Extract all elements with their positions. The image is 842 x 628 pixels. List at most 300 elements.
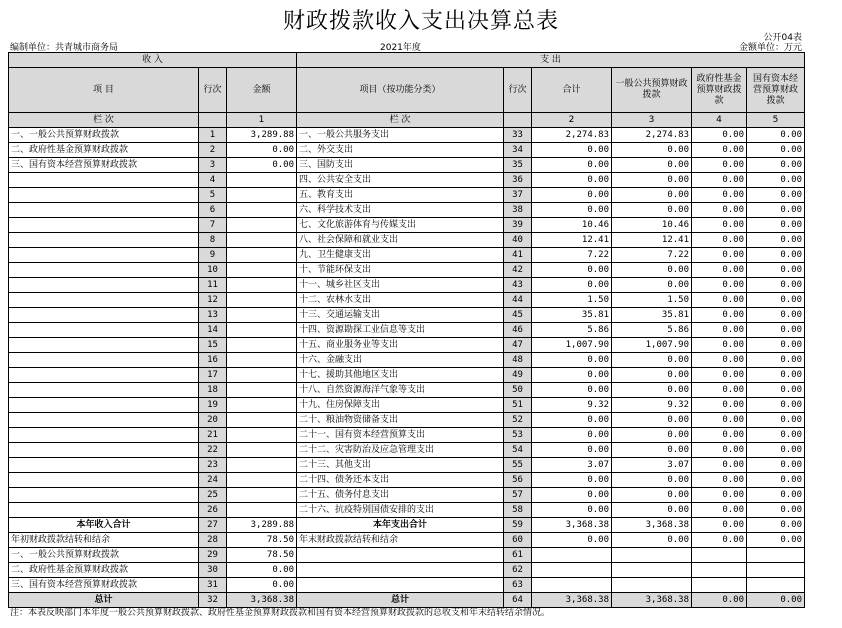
expense-general-cell: 0.00 bbox=[612, 263, 692, 278]
blank-cell bbox=[747, 563, 805, 578]
expense-gov-fund-cell: 0.00 bbox=[692, 278, 747, 293]
expense-general-cell: 2,274.83 bbox=[612, 128, 692, 143]
expense-general-cell: 0.00 bbox=[612, 278, 692, 293]
blank-row-no: 63 bbox=[504, 578, 532, 593]
expense-state-capital-cell: 0.00 bbox=[747, 383, 805, 398]
income-amount-cell bbox=[227, 368, 297, 383]
grand-expense-label: 总计 bbox=[297, 593, 504, 608]
income-row-no: 9 bbox=[199, 248, 227, 263]
expense-row-no: 47 bbox=[504, 338, 532, 353]
income-row-no: 19 bbox=[199, 398, 227, 413]
expense-row-no: 42 bbox=[504, 263, 532, 278]
carry-row bbox=[9, 548, 805, 563]
expense-row-no: 43 bbox=[504, 278, 532, 293]
footnote: 注：本表反映部门本年度一般公共预算财政拨款、政府性基金预算财政拨款和国有资本经营预算财政拨款的总收支和年末结转结余情况。 bbox=[10, 608, 551, 618]
expense-row-no: 37 bbox=[504, 188, 532, 203]
expense-general-cell: 35.81 bbox=[612, 308, 692, 323]
income-row-no: 2 bbox=[199, 143, 227, 158]
table-row bbox=[9, 128, 805, 143]
income-item-cell bbox=[9, 443, 199, 458]
income-item-cell bbox=[9, 368, 199, 383]
expense-total-cell: 35.81 bbox=[532, 308, 612, 323]
expense-general-cell: 1.50 bbox=[612, 293, 692, 308]
expense-total-cell: 0.00 bbox=[532, 263, 612, 278]
expense-general-cell: 0.00 bbox=[612, 473, 692, 488]
expense-total-cell: 0.00 bbox=[532, 503, 612, 518]
expense-general-cell: 0.00 bbox=[612, 503, 692, 518]
table-row bbox=[9, 188, 805, 203]
income-item-cell bbox=[9, 173, 199, 188]
carry-row bbox=[9, 578, 805, 593]
expense-item-cell: 二十四、债务还本支出 bbox=[297, 473, 504, 488]
income-row-no: 3 bbox=[199, 158, 227, 173]
income-item-cell bbox=[9, 218, 199, 233]
income-item-cell bbox=[9, 413, 199, 428]
table-row bbox=[9, 488, 805, 503]
expense-total-cell: 1,007.90 bbox=[532, 338, 612, 353]
table-row bbox=[9, 458, 805, 473]
table-row bbox=[9, 353, 805, 368]
expense-general-cell: 3.07 bbox=[612, 458, 692, 473]
carry-in-no: 29 bbox=[199, 548, 227, 563]
col-label: 栏 次 bbox=[9, 113, 199, 128]
expense-row-no: 44 bbox=[504, 293, 532, 308]
income-row-no: 13 bbox=[199, 308, 227, 323]
income-amount-cell bbox=[227, 398, 297, 413]
blank-cell bbox=[612, 563, 692, 578]
carry-in-amount: 78.50 bbox=[227, 548, 297, 563]
expense-state-capital-cell: 0.00 bbox=[747, 263, 805, 278]
expense-item-cell: 二十、粮油物资储备支出 bbox=[297, 413, 504, 428]
expense-gov-fund-cell: 0.00 bbox=[692, 428, 747, 443]
income-row-no: 20 bbox=[199, 413, 227, 428]
expense-row-no: 50 bbox=[504, 383, 532, 398]
expense-row-no: 53 bbox=[504, 428, 532, 443]
expense-gov-fund-cell: 0.00 bbox=[692, 338, 747, 353]
expense-gov-fund-cell: 0.00 bbox=[692, 263, 747, 278]
income-item-cell bbox=[9, 428, 199, 443]
expense-general-cell: 0.00 bbox=[612, 173, 692, 188]
blank-cell bbox=[612, 548, 692, 563]
blank-row-no: 62 bbox=[504, 563, 532, 578]
table-row bbox=[9, 383, 805, 398]
expense-row-no: 40 bbox=[504, 233, 532, 248]
expense-general-cell: 0.00 bbox=[612, 143, 692, 158]
income-amount-cell bbox=[227, 293, 297, 308]
col-num-4: 4 bbox=[692, 113, 747, 128]
income-item-cell bbox=[9, 353, 199, 368]
income-amount-cell bbox=[227, 443, 297, 458]
table-row bbox=[9, 248, 805, 263]
income-amount-cell bbox=[227, 428, 297, 443]
table-row bbox=[9, 398, 805, 413]
expense-item-cell: 十六、金融支出 bbox=[297, 353, 504, 368]
expense-item-cell: 二十五、债务付息支出 bbox=[297, 488, 504, 503]
expense-total-cell: 0.00 bbox=[532, 158, 612, 173]
table-row bbox=[9, 323, 805, 338]
income-amount-cell bbox=[227, 263, 297, 278]
income-amount-cell bbox=[227, 248, 297, 263]
expense-total-cell: 9.32 bbox=[532, 398, 612, 413]
income-item-cell bbox=[9, 473, 199, 488]
expense-total-cell: 0.00 bbox=[532, 143, 612, 158]
expense-item-cell: 二十二、灾害防治及应急管理支出 bbox=[297, 443, 504, 458]
totals-row bbox=[9, 518, 805, 533]
blank-cell bbox=[612, 578, 692, 593]
expense-total-cell: 0.00 bbox=[532, 473, 612, 488]
blank-cell bbox=[692, 578, 747, 593]
expense-general-cell: 1,007.90 bbox=[612, 338, 692, 353]
expense-gov-fund-cell: 0.00 bbox=[692, 173, 747, 188]
income-row-no: 16 bbox=[199, 353, 227, 368]
blank-cell bbox=[692, 563, 747, 578]
income-item-cell bbox=[9, 188, 199, 203]
carry-out-total: 0.00 bbox=[532, 533, 612, 548]
expense-state-capital-cell: 0.00 bbox=[747, 488, 805, 503]
expense-total-cell: 5.86 bbox=[532, 323, 612, 338]
table-row bbox=[9, 203, 805, 218]
blank-cell bbox=[747, 548, 805, 563]
table-row bbox=[9, 443, 805, 458]
expense-item-cell: 十八、自然资源海洋气象等支出 bbox=[297, 383, 504, 398]
expense-row-no: 39 bbox=[504, 218, 532, 233]
expense-row-no: 52 bbox=[504, 413, 532, 428]
income-row-no: 12 bbox=[199, 293, 227, 308]
expense-gov-fund-cell: 0.00 bbox=[692, 188, 747, 203]
income-amount-cell bbox=[227, 503, 297, 518]
expense-gov-fund-cell: 0.00 bbox=[692, 443, 747, 458]
expense-total-cell: 10.46 bbox=[532, 218, 612, 233]
expense-row-no: 49 bbox=[504, 368, 532, 383]
income-item-cell bbox=[9, 203, 199, 218]
grand-total-state: 0.00 bbox=[747, 593, 805, 608]
expense-gov-fund-cell: 0.00 bbox=[692, 473, 747, 488]
blank-cell bbox=[532, 578, 612, 593]
expense-gov-fund-cell: 0.00 bbox=[692, 128, 747, 143]
income-item-cell: 一、一般公共预算财政拨款 bbox=[9, 128, 199, 143]
income-row-no: 1 bbox=[199, 128, 227, 143]
income-total-no: 27 bbox=[199, 518, 227, 533]
expense-gov-fund-cell: 0.00 bbox=[692, 488, 747, 503]
expense-state-capital-cell: 0.00 bbox=[747, 188, 805, 203]
income-amount-cell bbox=[227, 473, 297, 488]
income-amount-cell bbox=[227, 233, 297, 248]
expense-row-no: 36 bbox=[504, 173, 532, 188]
income-amount-cell bbox=[227, 383, 297, 398]
expense-state-capital-cell: 0.00 bbox=[747, 293, 805, 308]
expense-total-general: 3,368.38 bbox=[612, 518, 692, 533]
grand-total-total: 3,368.38 bbox=[532, 593, 612, 608]
blank-cell bbox=[747, 578, 805, 593]
carry-out-item: 年末财政拨款结转和结余 bbox=[297, 533, 504, 548]
expense-total-gov: 0.00 bbox=[692, 518, 747, 533]
carry-row bbox=[9, 563, 805, 578]
expense-general-cell: 0.00 bbox=[612, 428, 692, 443]
income-row-no: 4 bbox=[199, 173, 227, 188]
col-item: 项 目 bbox=[9, 68, 199, 113]
expense-item-cell: 二十三、其他支出 bbox=[297, 458, 504, 473]
expense-gov-fund-cell: 0.00 bbox=[692, 308, 747, 323]
expense-general-cell: 12.41 bbox=[612, 233, 692, 248]
expense-total-total: 3,368.38 bbox=[532, 518, 612, 533]
income-row-no: 17 bbox=[199, 368, 227, 383]
carry-in-amount: 0.00 bbox=[227, 563, 297, 578]
expense-state-capital-cell: 0.00 bbox=[747, 398, 805, 413]
blank-cell bbox=[297, 548, 504, 563]
expense-row-no: 46 bbox=[504, 323, 532, 338]
expense-item-cell: 二十六、抗疫特别国债安排的支出 bbox=[297, 503, 504, 518]
expense-header: 支 出 bbox=[297, 53, 805, 68]
income-amount-cell bbox=[227, 323, 297, 338]
expense-state-capital-cell: 0.00 bbox=[747, 353, 805, 368]
table-row bbox=[9, 368, 805, 383]
expense-state-capital-cell: 0.00 bbox=[747, 428, 805, 443]
year-label: 2021年度 bbox=[380, 43, 421, 53]
expense-total-cell: 0.00 bbox=[532, 488, 612, 503]
expense-total-cell: 12.41 bbox=[532, 233, 612, 248]
carry-in-item: 二、政府性基金预算财政拨款 bbox=[9, 563, 199, 578]
expense-item-cell: 九、卫生健康支出 bbox=[297, 248, 504, 263]
expense-general-cell: 7.22 bbox=[612, 248, 692, 263]
income-row-no: 7 bbox=[199, 218, 227, 233]
income-item-cell bbox=[9, 293, 199, 308]
summary-table bbox=[8, 52, 805, 608]
income-item-cell bbox=[9, 308, 199, 323]
income-row-no: 25 bbox=[199, 488, 227, 503]
grand-ex-no: 64 bbox=[504, 593, 532, 608]
expense-total-state: 0.00 bbox=[747, 518, 805, 533]
expense-row-no: 48 bbox=[504, 353, 532, 368]
expense-total-cell: 0.00 bbox=[532, 368, 612, 383]
expense-state-capital-cell: 0.00 bbox=[747, 158, 805, 173]
table-row bbox=[9, 338, 805, 353]
income-item-cell bbox=[9, 488, 199, 503]
expense-state-capital-cell: 0.00 bbox=[747, 503, 805, 518]
income-item-cell bbox=[9, 338, 199, 353]
col-general: 一般公共预算财政拨款 bbox=[612, 68, 692, 113]
table-row bbox=[9, 218, 805, 233]
expense-general-cell: 10.46 bbox=[612, 218, 692, 233]
income-amount-cell bbox=[227, 338, 297, 353]
income-amount-cell: 0.00 bbox=[227, 143, 297, 158]
expense-row-no: 55 bbox=[504, 458, 532, 473]
col-total: 合计 bbox=[532, 68, 612, 113]
expense-row-no: 35 bbox=[504, 158, 532, 173]
expense-total-cell: 0.00 bbox=[532, 188, 612, 203]
expense-gov-fund-cell: 0.00 bbox=[692, 323, 747, 338]
income-item-cell: 三、国有资本经营预算财政拨款 bbox=[9, 158, 199, 173]
income-total-amount: 3,289.88 bbox=[227, 518, 297, 533]
income-amount-cell bbox=[227, 353, 297, 368]
income-row-no: 5 bbox=[199, 188, 227, 203]
expense-item-cell: 一、一般公共服务支出 bbox=[297, 128, 504, 143]
col-row-no: 行次 bbox=[199, 68, 227, 113]
expense-total-cell: 2,274.83 bbox=[532, 128, 612, 143]
blank-cell bbox=[297, 563, 504, 578]
expense-row-no: 57 bbox=[504, 488, 532, 503]
table-row bbox=[9, 293, 805, 308]
expense-state-capital-cell: 0.00 bbox=[747, 203, 805, 218]
carry-row bbox=[9, 533, 805, 548]
expense-gov-fund-cell: 0.00 bbox=[692, 368, 747, 383]
carry-in-item: 一、一般公共预算财政拨款 bbox=[9, 548, 199, 563]
income-header: 收 入 bbox=[9, 53, 297, 68]
expense-total-cell: 0.00 bbox=[532, 383, 612, 398]
income-item-cell bbox=[9, 503, 199, 518]
expense-state-capital-cell: 0.00 bbox=[747, 173, 805, 188]
table-row bbox=[9, 503, 805, 518]
col-num-5: 5 bbox=[747, 113, 805, 128]
expense-general-cell: 9.32 bbox=[612, 398, 692, 413]
income-amount-cell bbox=[227, 488, 297, 503]
amount-unit: 金额单位：万元 bbox=[738, 43, 802, 53]
income-amount-cell: 3,289.88 bbox=[227, 128, 297, 143]
unit-label: 编制单位：共青城市商务局 bbox=[10, 43, 119, 53]
income-row-no: 10 bbox=[199, 263, 227, 278]
income-row-no: 11 bbox=[199, 278, 227, 293]
expense-general-cell: 0.00 bbox=[612, 443, 692, 458]
expense-gov-fund-cell: 0.00 bbox=[692, 143, 747, 158]
expense-item-cell: 六、科学技术支出 bbox=[297, 203, 504, 218]
expense-item-cell: 十、节能环保支出 bbox=[297, 263, 504, 278]
table-row bbox=[9, 278, 805, 293]
income-row-no: 26 bbox=[199, 503, 227, 518]
col-num-2: 2 bbox=[532, 113, 612, 128]
income-row-no: 23 bbox=[199, 458, 227, 473]
table-row bbox=[9, 233, 805, 248]
income-item-cell: 二、政府性基金预算财政拨款 bbox=[9, 143, 199, 158]
expense-total-cell: 0.00 bbox=[532, 173, 612, 188]
income-item-cell bbox=[9, 248, 199, 263]
income-amount-cell bbox=[227, 278, 297, 293]
grand-total-gov: 0.00 bbox=[692, 593, 747, 608]
expense-gov-fund-cell: 0.00 bbox=[692, 248, 747, 263]
income-row-no: 6 bbox=[199, 203, 227, 218]
expense-state-capital-cell: 0.00 bbox=[747, 323, 805, 338]
grand-total-label: 总计 bbox=[9, 593, 199, 608]
income-item-cell bbox=[9, 398, 199, 413]
col-exp-row-no: 行次 bbox=[504, 68, 532, 113]
expense-state-capital-cell: 0.00 bbox=[747, 308, 805, 323]
expense-gov-fund-cell: 0.00 bbox=[692, 218, 747, 233]
expense-state-capital-cell: 0.00 bbox=[747, 248, 805, 263]
expense-item-cell: 十三、交通运输支出 bbox=[297, 308, 504, 323]
expense-total-cell: 0.00 bbox=[532, 278, 612, 293]
expense-row-no: 58 bbox=[504, 503, 532, 518]
carry-out-no: 60 bbox=[504, 533, 532, 548]
blank-row-no: 61 bbox=[504, 548, 532, 563]
expense-general-cell: 0.00 bbox=[612, 488, 692, 503]
expense-general-cell: 5.86 bbox=[612, 323, 692, 338]
expense-state-capital-cell: 0.00 bbox=[747, 473, 805, 488]
blank-cell bbox=[297, 578, 504, 593]
expense-gov-fund-cell: 0.00 bbox=[692, 293, 747, 308]
income-item-cell bbox=[9, 233, 199, 248]
carry-in-amount: 0.00 bbox=[227, 578, 297, 593]
expense-row-no: 38 bbox=[504, 203, 532, 218]
expense-gov-fund-cell: 0.00 bbox=[692, 413, 747, 428]
table-row bbox=[9, 413, 805, 428]
expense-state-capital-cell: 0.00 bbox=[747, 143, 805, 158]
income-amount-cell bbox=[227, 218, 297, 233]
income-row-no: 18 bbox=[199, 383, 227, 398]
income-amount-cell bbox=[227, 413, 297, 428]
grand-in-no: 32 bbox=[199, 593, 227, 608]
income-amount-cell bbox=[227, 188, 297, 203]
col-state-capital: 国有资本经营预算财政拨款 bbox=[747, 68, 805, 113]
expense-state-capital-cell: 0.00 bbox=[747, 413, 805, 428]
expense-item-cell: 十二、农林水支出 bbox=[297, 293, 504, 308]
expense-item-cell: 八、社会保障和就业支出 bbox=[297, 233, 504, 248]
col-amount: 金额 bbox=[227, 68, 297, 113]
carry-in-amount: 78.50 bbox=[227, 533, 297, 548]
expense-gov-fund-cell: 0.00 bbox=[692, 398, 747, 413]
expense-total-cell: 0.00 bbox=[532, 353, 612, 368]
carry-in-no: 31 bbox=[199, 578, 227, 593]
expense-item-cell: 十九、住房保障支出 bbox=[297, 398, 504, 413]
income-amount-cell bbox=[227, 308, 297, 323]
expense-general-cell: 0.00 bbox=[612, 368, 692, 383]
expense-state-capital-cell: 0.00 bbox=[747, 338, 805, 353]
table-row bbox=[9, 158, 805, 173]
carry-in-no: 30 bbox=[199, 563, 227, 578]
expense-item-cell: 七、文化旅游体育与传媒支出 bbox=[297, 218, 504, 233]
expense-row-no: 56 bbox=[504, 473, 532, 488]
expense-state-capital-cell: 0.00 bbox=[747, 368, 805, 383]
expense-total-cell: 0.00 bbox=[532, 203, 612, 218]
blank-cell bbox=[532, 548, 612, 563]
expense-gov-fund-cell: 0.00 bbox=[692, 458, 747, 473]
col-gov-fund: 政府性基金预算财政拨款 bbox=[692, 68, 747, 113]
income-row-no: 15 bbox=[199, 338, 227, 353]
expense-item-cell: 十四、资源勘探工业信息等支出 bbox=[297, 323, 504, 338]
income-item-cell bbox=[9, 263, 199, 278]
expense-state-capital-cell: 0.00 bbox=[747, 278, 805, 293]
carry-out-gov: 0.00 bbox=[692, 533, 747, 548]
carry-in-item: 年初财政拨款结转和结余 bbox=[9, 533, 199, 548]
table-row bbox=[9, 473, 805, 488]
carry-in-item: 三、国有资本经营预算财政拨款 bbox=[9, 578, 199, 593]
income-row-no: 8 bbox=[199, 233, 227, 248]
expense-general-cell: 0.00 bbox=[612, 413, 692, 428]
expense-item-cell: 十五、商业服务业等支出 bbox=[297, 338, 504, 353]
income-amount-cell: 0.00 bbox=[227, 158, 297, 173]
expense-gov-fund-cell: 0.00 bbox=[692, 383, 747, 398]
income-amount-cell bbox=[227, 458, 297, 473]
expense-general-cell: 0.00 bbox=[612, 383, 692, 398]
expense-total-cell: 0.00 bbox=[532, 428, 612, 443]
expense-general-cell: 0.00 bbox=[612, 158, 692, 173]
col-num-1: 1 bbox=[227, 113, 297, 128]
income-row-no: 24 bbox=[199, 473, 227, 488]
table-row bbox=[9, 263, 805, 278]
expense-item-cell: 二十一、国有资本经营预算支出 bbox=[297, 428, 504, 443]
expense-total-no: 59 bbox=[504, 518, 532, 533]
expense-row-no: 51 bbox=[504, 398, 532, 413]
table-row bbox=[9, 143, 805, 158]
income-amount-cell bbox=[227, 203, 297, 218]
expense-general-cell: 0.00 bbox=[612, 188, 692, 203]
carry-out-general: 0.00 bbox=[612, 533, 692, 548]
income-amount-cell bbox=[227, 173, 297, 188]
expense-item-cell: 五、教育支出 bbox=[297, 188, 504, 203]
expense-state-capital-cell: 0.00 bbox=[747, 128, 805, 143]
blank-cell bbox=[532, 563, 612, 578]
table-row bbox=[9, 173, 805, 188]
expense-total-cell: 1.50 bbox=[532, 293, 612, 308]
expense-row-no: 54 bbox=[504, 443, 532, 458]
carry-out-state: 0.00 bbox=[747, 533, 805, 548]
